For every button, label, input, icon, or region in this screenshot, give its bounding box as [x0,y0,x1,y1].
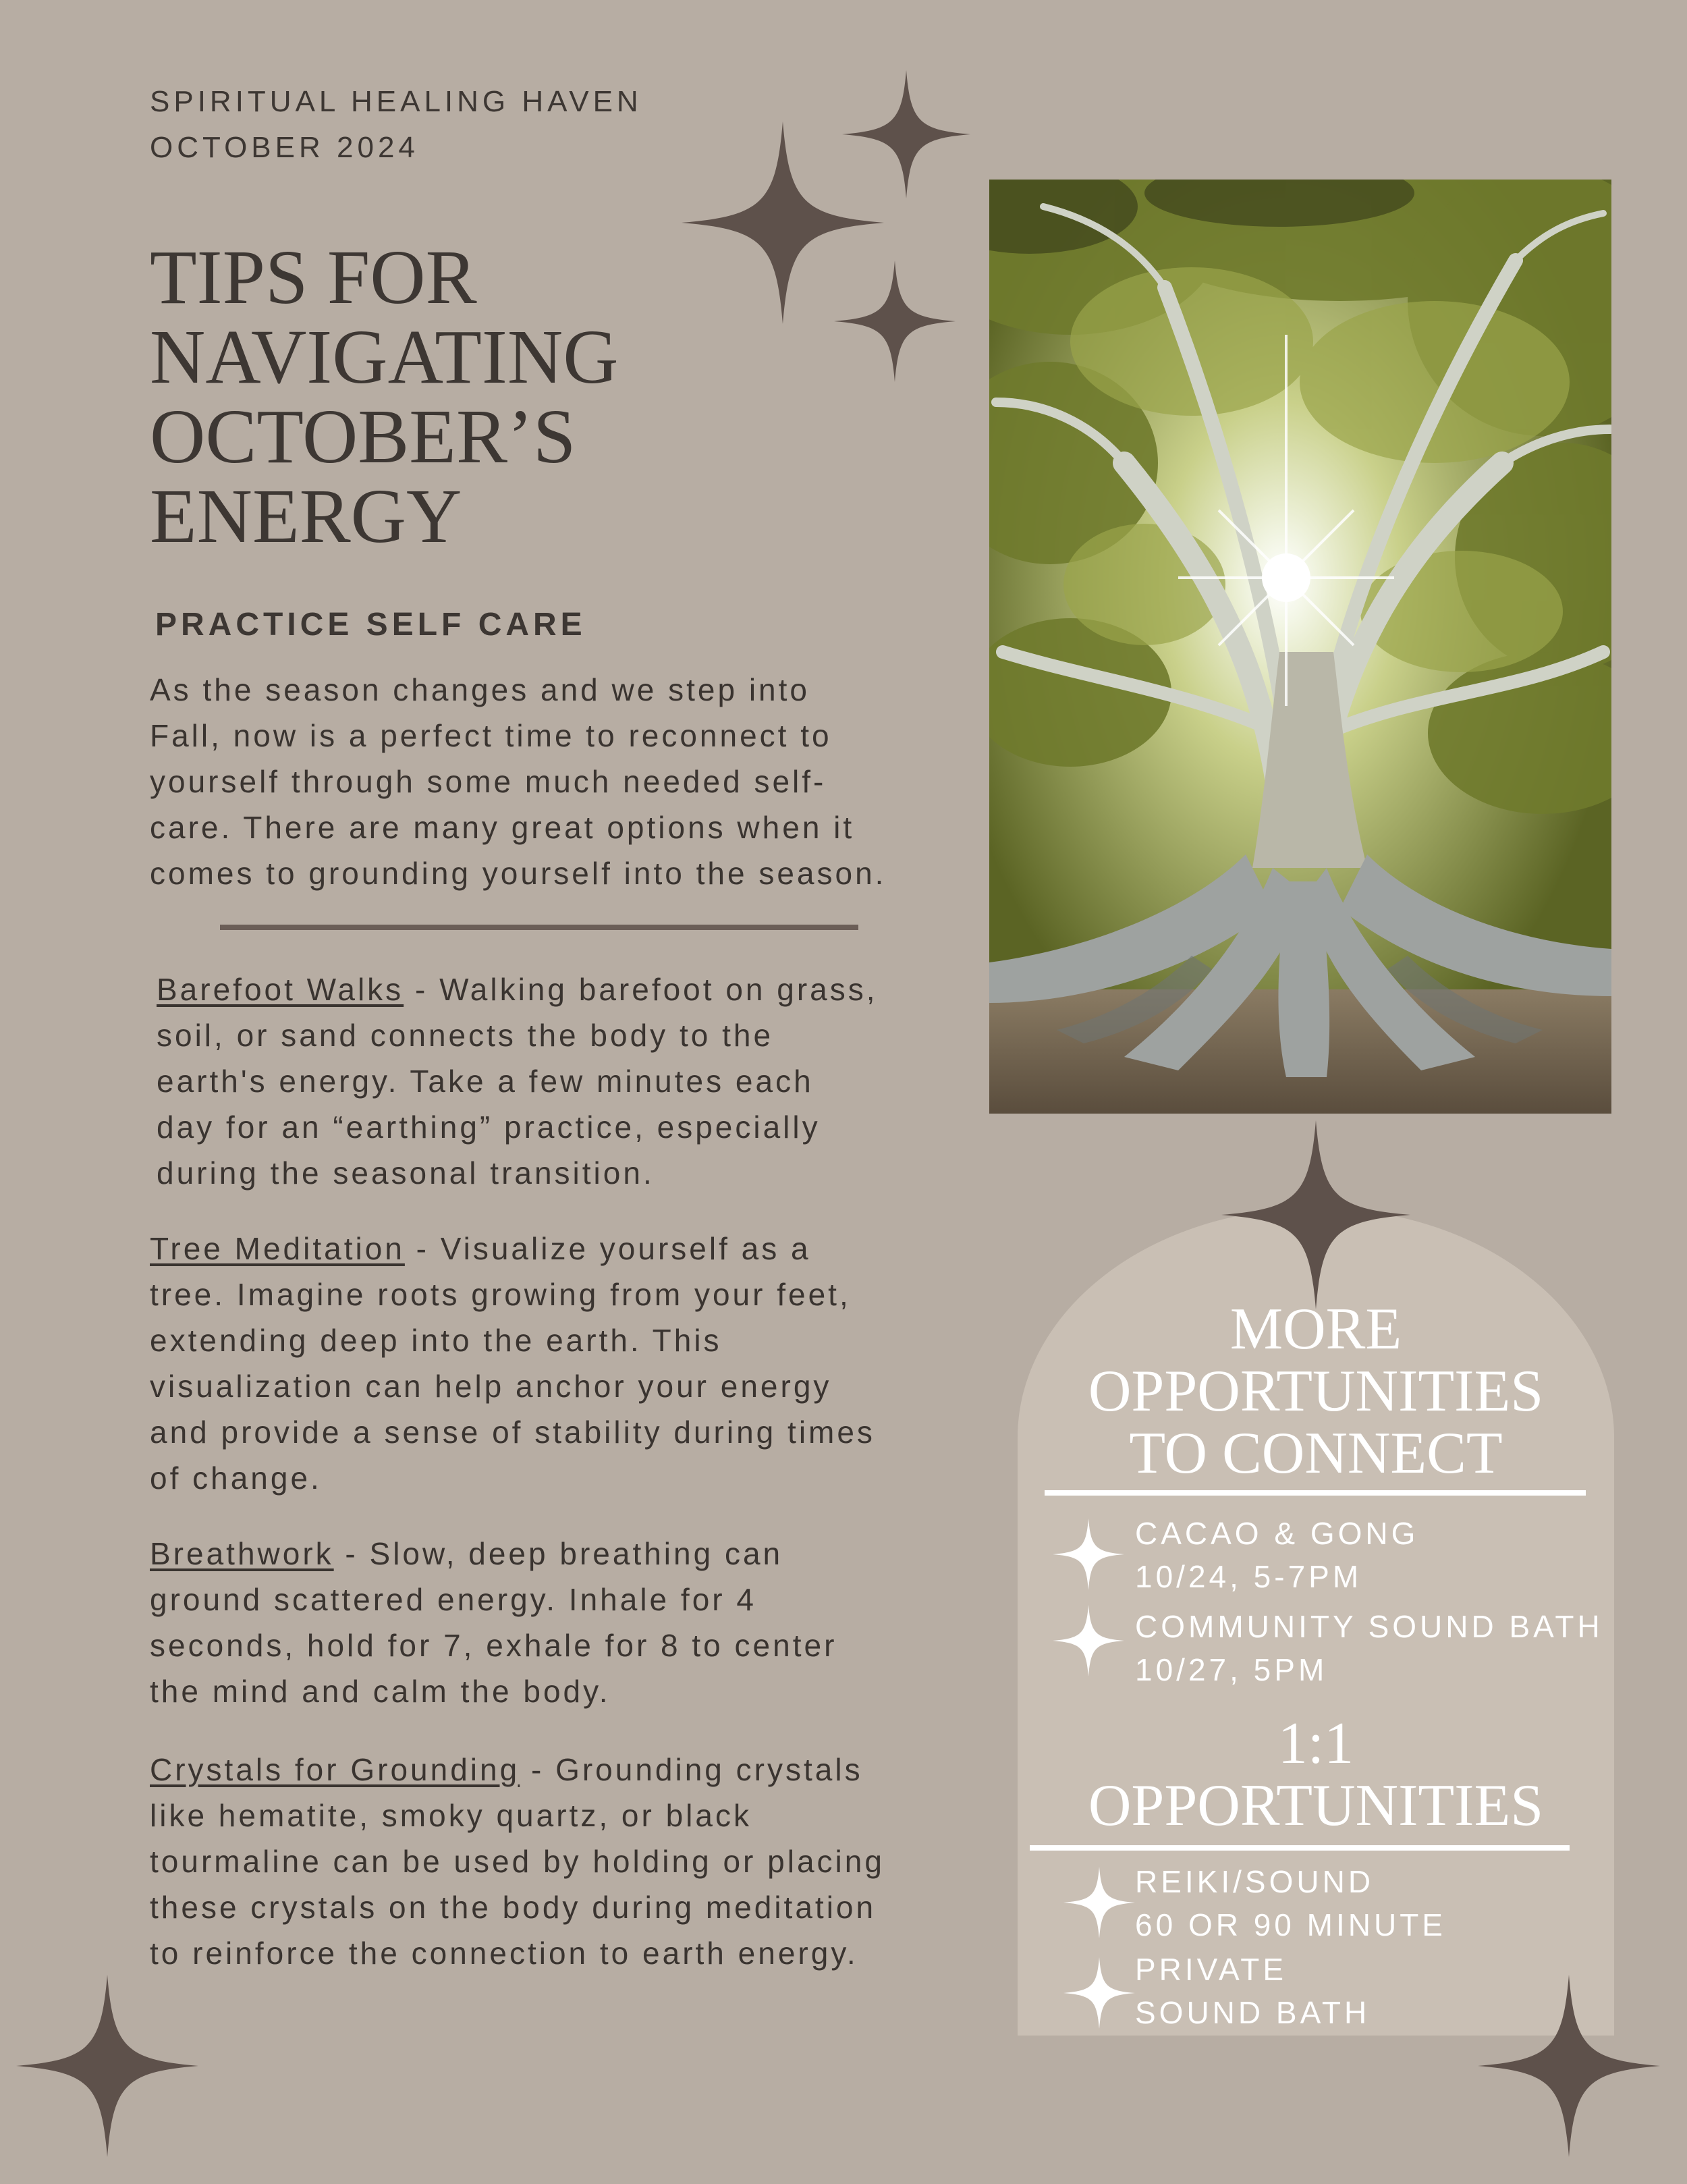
title-line: OCTOBER’S [150,393,576,479]
tip-line: visualization can help anchor your energy [150,1369,832,1404]
tip-line: seconds, hold for 7, exhale for 8 to center [150,1628,837,1663]
tip-name: Barefoot Walks [157,972,404,1007]
intro-line: As the season changes and we step into [150,672,810,707]
session-line: SOUND BATH [1135,1995,1371,2030]
tip-line: like hematite, smoky quartz, or black [150,1798,752,1833]
title-line: TIPS FOR [150,234,477,320]
connect-title [1018,1296,1614,1486]
connect-title-line: OPPORTUNITIES [1088,1359,1544,1424]
tip-barefoot-walks [157,966,980,1196]
sparkle-icon [1063,1957,1135,2029]
section-divider [220,925,858,930]
title-line: NAVIGATING [150,314,619,400]
tip-line: ground scattered energy. Inhale for 4 [150,1582,756,1617]
tip-name: Tree Meditation [150,1231,405,1266]
tip-text: - Slow, deep breathing can [333,1536,783,1571]
tip-line: earth's energy. Take a few minutes each [157,1064,814,1099]
tip-line: soil, or sand connects the body to the [157,1018,774,1053]
tip-line: and provide a sense of stability during times [150,1415,875,1450]
session-private-sound-bath [1135,1948,1370,2034]
intro-line: comes to grounding yourself into the season. [150,856,887,891]
tree-illustration [989,180,1611,1114]
star-icon-small [834,261,956,382]
tip-line: these crystals on the body during meditation [150,1890,877,1925]
tip-line: extending deep into the earth. This [150,1323,722,1358]
tip-line: tourmaline can be used by holding or placing [150,1844,885,1879]
session-line: 60 OR 90 MINUTE [1135,1907,1446,1942]
sparkle-icon [1063,1867,1135,1938]
one-on-one-rule [1030,1845,1570,1851]
one-on-one-title [1018,1713,1614,1837]
star-icon-bottom-right [1478,1975,1660,2157]
tip-tree-meditation [150,1226,980,1501]
tip-text: - Walking barefoot on grass, [404,972,878,1007]
star-icon-arch-top [1221,1120,1410,1309]
page-title [150,234,619,559]
event-time: 10/24, 5-7PM [1135,1559,1362,1594]
event-community-sound-bath [1135,1605,1603,1691]
sparkle-icon [1053,1519,1124,1590]
tree-photo [989,180,1611,1114]
tip-text: - Grounding crystals [520,1752,863,1787]
event-time: 10/27, 5PM [1135,1652,1328,1687]
event-name: COMMUNITY SOUND BATH [1135,1609,1603,1644]
connect-title-line: TO CONNECT [1129,1421,1503,1486]
connect-title-line: MORE [1229,1296,1402,1362]
intro-paragraph [150,667,973,896]
one-on-one-title-line: 1:1 [1277,1711,1354,1776]
tip-breathwork [150,1531,980,1714]
event-name: CACAO & GONG [1135,1516,1419,1551]
session-line: REIKI/SOUND [1135,1864,1375,1899]
tip-line: the mind and calm the body. [150,1674,611,1709]
sparkle-icon [1053,1605,1124,1676]
tip-crystals [150,1747,987,1976]
tip-line: to reinforce the connection to earth energy. [150,1936,858,1971]
section-heading: PRACTICE SELF CARE [155,607,586,643]
title-line: ENERGY [150,473,462,559]
session-line: PRIVATE [1135,1952,1287,1987]
one-on-one-title-line: OPPORTUNITIES [1088,1773,1544,1838]
tip-line: of change. [150,1460,322,1496]
intro-line: yourself through some much needed self- [150,764,827,799]
tip-name: Crystals for Grounding [150,1752,520,1787]
tip-text: - Visualize yourself as a [404,1231,811,1266]
tip-line: during the seasonal transition. [157,1155,655,1191]
connect-rule [1045,1490,1586,1496]
tip-line: day for an “earthing” practice, especially [157,1110,821,1145]
star-icon-medium [842,70,970,198]
intro-line: care. There are many great options when it [150,810,855,845]
session-reiki-sound [1135,1860,1446,1946]
issue-date: OCTOBER 2024 [150,131,419,164]
org-name: SPIRITUAL HEALING HAVEN [150,85,642,118]
tip-name: Breathwork [150,1536,334,1571]
event-cacao-gong [1135,1512,1418,1598]
intro-line: Fall, now is a perfect time to reconnect to [150,718,832,753]
star-icon-bottom-left [16,1975,198,2157]
tip-line: tree. Imagine roots growing from your feet, [150,1277,851,1312]
